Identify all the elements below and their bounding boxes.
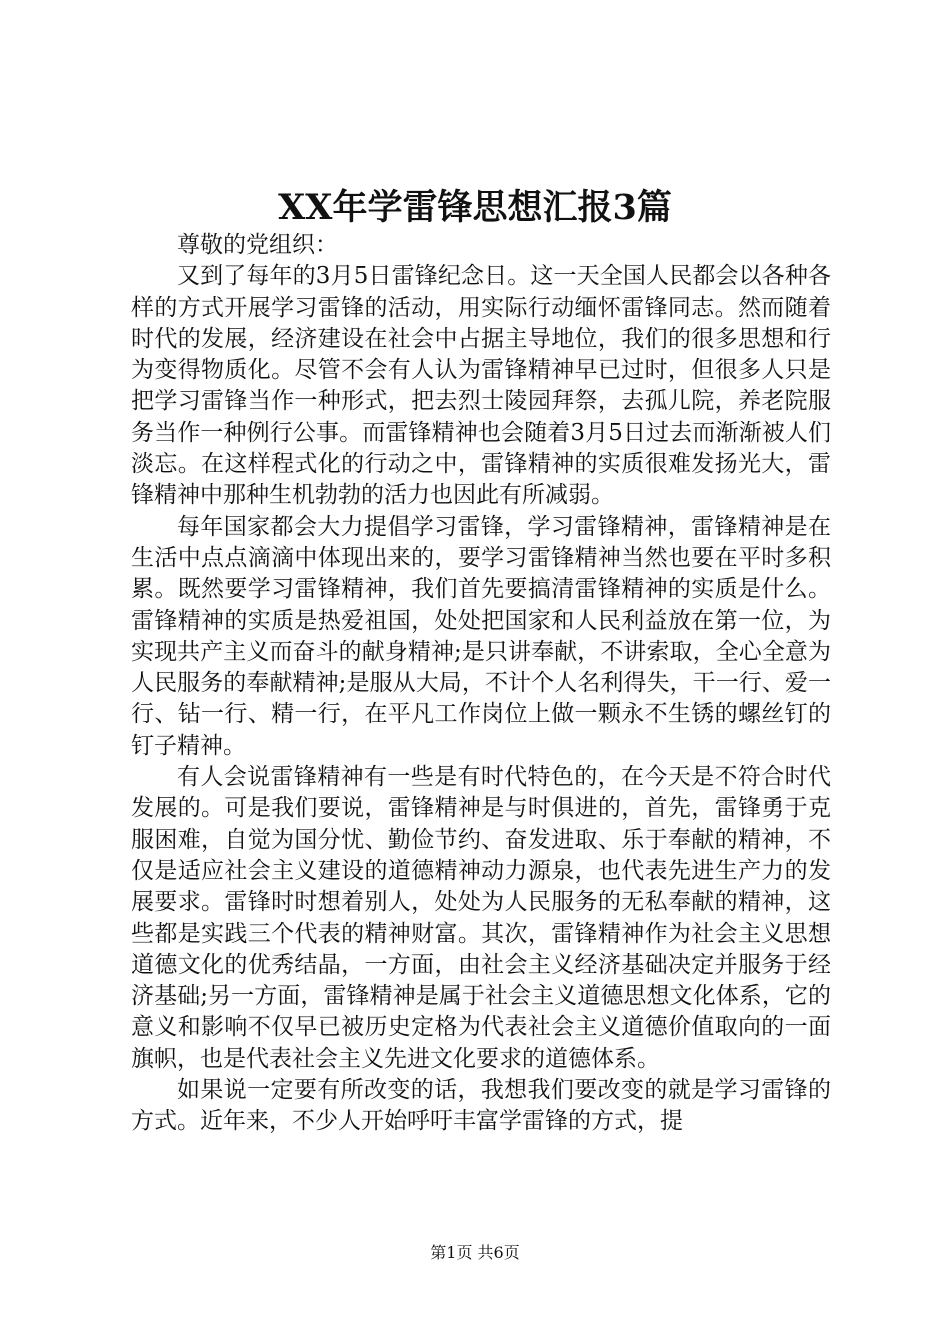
document-title: XX年学雷锋思想汇报3篇 (278, 187, 672, 228)
paragraph: 有人会说雷锋精神有一些是有时代特色的，在今天是不符合时代发展的。可是我们要说，雷锋精神是与时俱进的，首先，雷锋勇于克服困难，自觉为国分忧、勤俭节约、奋发进取、乐于奉献的精神，不仅是适应社会主义建设的道德精神动力源泉，也代表先进生产力的发展要求。雷锋时时想着别人，处处为人民服务的无私奉献的精神，这些都是实践三个代表的精神财富。其次，雷锋精神作为社会主义思想道德文化的优秀结晶，一方面，由社会主义经济基础决定并服务于经济基础;另一方面，雷锋精神是属于社会主义道德思想文化体系，它的意义和影响不仅早已被历史定格为代表社会主义道德价值取向的一面旗帜，也是代表社会主义先进文化要求的道德体系。 (131, 764, 831, 1072)
salutation: 尊敬的党组织： (177, 232, 338, 258)
paragraph: 每年国家都会大力提倡学习雷锋，学习雷锋精神，雷锋精神是在生活中点点滴滴中体现出来的，要学习雷锋精神当然也要在平时多积累。既然要学习雷锋精神，我们首先要搞清雷锋精神的实质是什么。雷锋精神的实质是热爱祖国，处处把国家和人民利益放在第一位，为实现共产主义而奋斗的献身精神;是只讲奉献，不讲索取，全心全意为人民服务的奉献精神;是服从大局，不计个人名利得失，干一行、爱一行、钻一行、精一行，在平凡工作岗位上做一颗永不生锈的螺丝钉的钉子精神。 (131, 513, 831, 759)
document-body (131, 230, 831, 1138)
paragraph: 如果说一定要有所改变的话，我想我们要改变的就是学习雷锋的方式。近年来，不少人开始呼吁丰富学雷锋的方式，提 (131, 1077, 831, 1135)
page-footer: 第1页 共6页 (430, 1243, 520, 1262)
paragraph: 又到了每年的3月5日雷锋纪念日。这一天全国人民都会以各种各样的方式开展学习雷锋的活动，用实际行动缅怀雷锋同志。然而随着时代的发展，经济建设在社会中占据主导地位，我们的很多思想和行为变得物质化。尽管不会有人认为雷锋精神早已过时，但很多人只是把学习雷锋当作一种形式，把去烈士陵园拜祭，去孤儿院，养老院服务当作一种例行公事。而雷锋精神也会随着3月5日过去而渐渐被人们淡忘。在这样程式化的行动之中，雷锋精神的实质很难发扬光大，雷锋精神中那种生机勃勃的活力也因此有所减弱。 (131, 263, 831, 509)
